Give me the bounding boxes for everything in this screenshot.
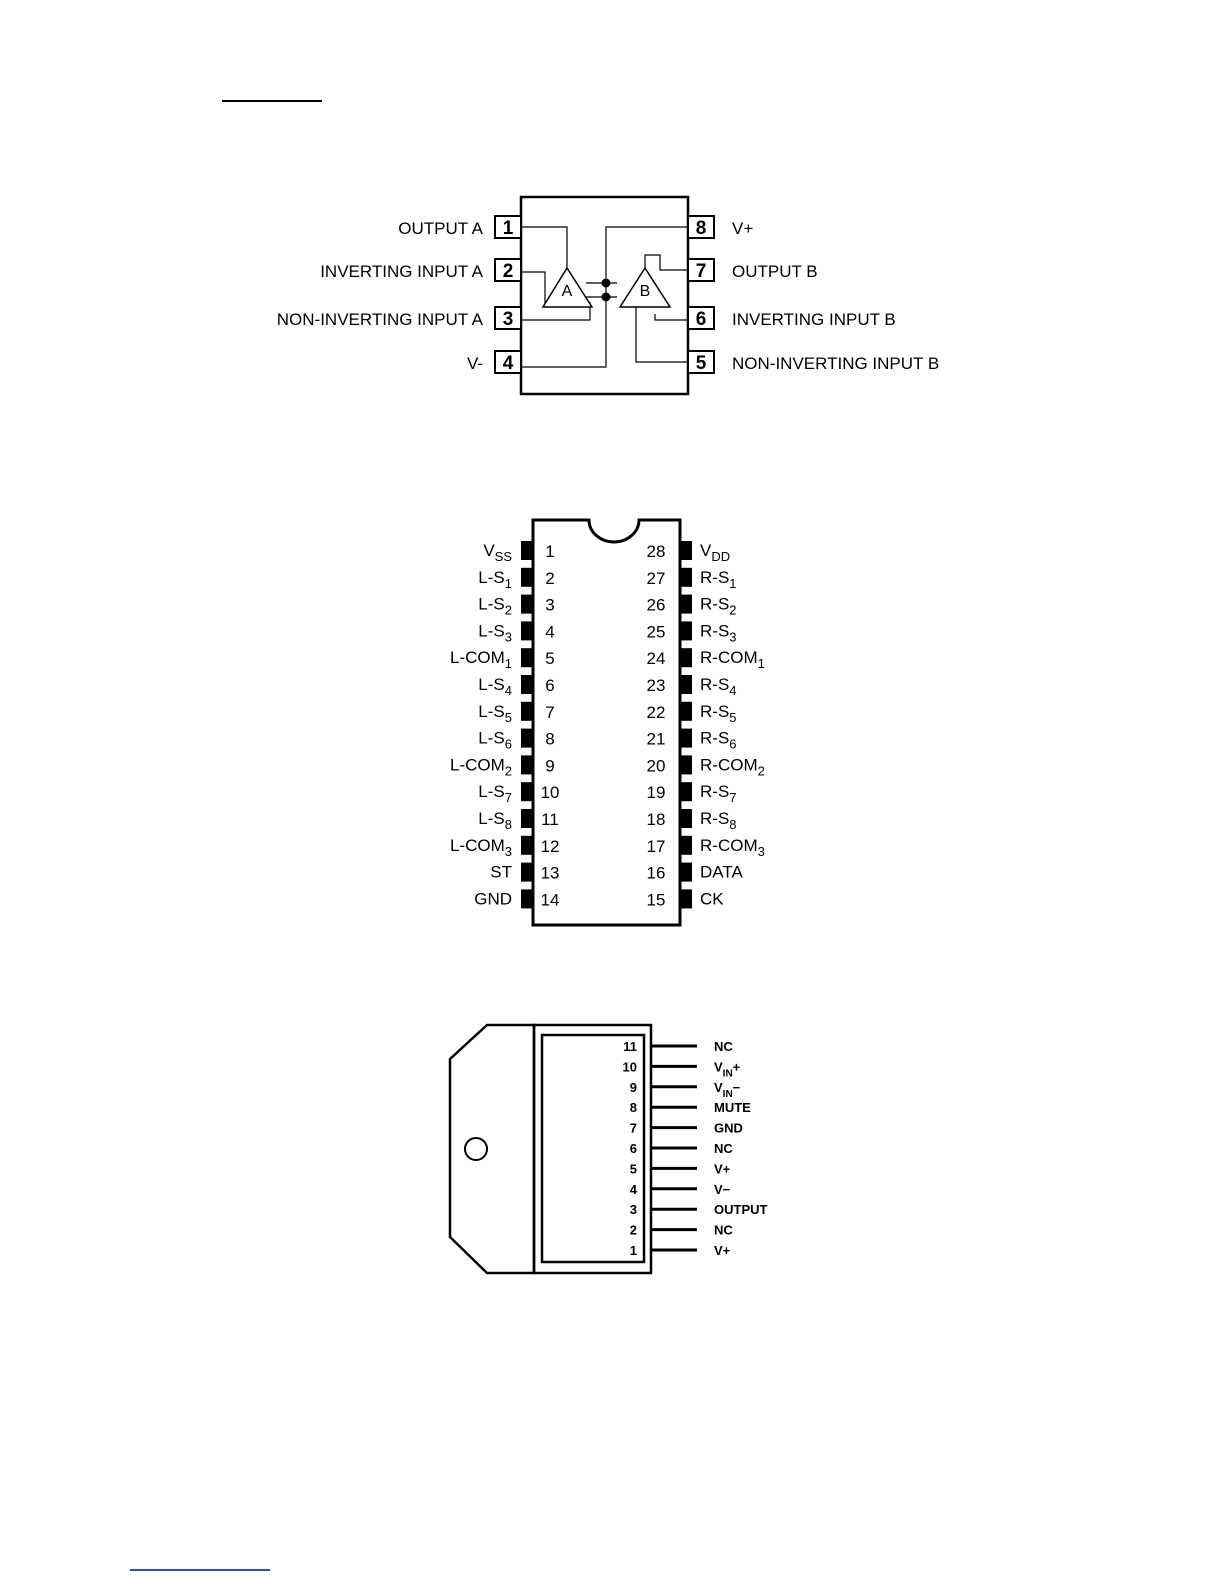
pin-number-7: 7 xyxy=(629,1120,637,1136)
pin-label-3: NON-INVERTING INPUT A xyxy=(276,310,483,329)
pin-lead-1 xyxy=(521,541,533,560)
pin-label-12: $L-COM_3$ xyxy=(449,835,512,859)
pin-lead-12 xyxy=(521,836,533,855)
pin-number-22: 22 xyxy=(646,702,666,722)
pin-label-22: $R-S_5$ xyxy=(700,701,737,725)
pin-lead-27 xyxy=(680,568,692,587)
pin-lead-9 xyxy=(521,755,533,774)
pin-number-10: 10 xyxy=(622,1059,637,1075)
pin-number-9: 9 xyxy=(545,756,555,776)
pin-number-7: 7 xyxy=(545,702,555,722)
pin-label-3: $L-S_2$ xyxy=(478,594,512,618)
pin-label-8: $L-S_6$ xyxy=(478,728,512,752)
pin-lead-20 xyxy=(680,755,692,774)
pin-lead-21 xyxy=(680,729,692,748)
pin-number-9: 9 xyxy=(629,1079,637,1095)
pin-number-16: 16 xyxy=(646,863,666,883)
footer-link-underline xyxy=(130,1569,270,1571)
dip28-pins xyxy=(450,541,765,909)
pin-label-14: GND xyxy=(474,889,512,909)
pin-number-13: 13 xyxy=(540,863,560,883)
pin-label-9: $V_{IN}-$ xyxy=(714,1079,741,1100)
pin-label-24: $R-COM_1$ xyxy=(700,648,765,672)
pin-number-5: 5 xyxy=(629,1161,637,1177)
pin-label-6: INVERTING INPUT B xyxy=(732,310,896,329)
dual-opamp-pinout-diagram xyxy=(0,180,1225,420)
pin-lead-18 xyxy=(680,809,692,828)
pin-number-1: 1 xyxy=(545,542,555,561)
pin-label-2: INVERTING INPUT A xyxy=(320,262,483,281)
pin-number-1: 1 xyxy=(502,218,514,239)
pin-label-7: $L-S_5$ xyxy=(478,701,512,725)
opamp-a-symbol xyxy=(543,268,592,307)
pin-label-28: $V_{DD}$ xyxy=(700,541,731,564)
pin-label-4: $L-S_3$ xyxy=(478,621,512,645)
pin-label-11: $L-S_8$ xyxy=(478,809,512,832)
pin-label-18: $R-S_8$ xyxy=(700,809,737,832)
pin-label-19: $R-S_7$ xyxy=(700,782,737,806)
pin-lead-22 xyxy=(680,702,692,721)
pin-number-2: 2 xyxy=(629,1222,637,1238)
pin-label-1: V+ xyxy=(714,1243,731,1258)
pin-number-27: 27 xyxy=(646,568,666,588)
pin-label-7: OUTPUT B xyxy=(732,262,818,281)
pin-label-20: $R-COM_2$ xyxy=(700,755,765,779)
pin-number-14: 14 xyxy=(540,890,560,910)
opamp-b-label: B xyxy=(639,283,651,300)
pin-number-15: 15 xyxy=(646,890,666,910)
pin-label-5: NON-INVERTING INPUT B xyxy=(732,354,940,373)
pin-lead-28 xyxy=(680,541,692,560)
pin-lead-2 xyxy=(521,568,533,587)
pin-number-8: 8 xyxy=(695,218,707,239)
pin-lead-14 xyxy=(521,889,533,908)
pin-label-1: $V_{SS}$ xyxy=(483,541,512,564)
pin-number-19: 19 xyxy=(646,783,666,803)
pin-label-10: $V_{IN}+$ xyxy=(714,1059,741,1080)
eleven-lead-package-diagram xyxy=(0,1015,1225,1295)
pin-label-6: NC xyxy=(714,1141,733,1156)
pin-lead-17 xyxy=(680,836,692,855)
pin-label-15: CK xyxy=(700,889,724,909)
pin-label-16: DATA xyxy=(700,862,743,882)
pin-lead-10 xyxy=(521,782,533,801)
pin-label-5: $L-COM_1$ xyxy=(449,648,512,672)
pin-label-10: $L-S_7$ xyxy=(478,782,512,806)
pin-number-6: 6 xyxy=(629,1141,637,1156)
pin-label-21: $R-S_6$ xyxy=(700,728,737,752)
pin-lead-15 xyxy=(680,889,692,908)
junction-dot xyxy=(602,293,611,302)
pin-label-25: $R-S_3$ xyxy=(700,621,737,645)
pin-number-4: 4 xyxy=(502,353,514,374)
pin-number-1: 1 xyxy=(629,1243,637,1258)
pin-lead-23 xyxy=(680,675,692,694)
pin-label-3: OUTPUT xyxy=(714,1202,768,1218)
pin-number-4: 4 xyxy=(545,622,555,642)
pin-number-5: 5 xyxy=(695,353,707,374)
pin-label-2: NC xyxy=(714,1222,733,1238)
mounting-hole xyxy=(465,1138,487,1160)
pin-number-18: 18 xyxy=(646,810,666,829)
pin-number-7: 7 xyxy=(695,261,707,282)
pin-lead-3 xyxy=(521,595,533,614)
pin-label-6: $L-S_4$ xyxy=(478,675,512,698)
pin-label-26: $R-S_2$ xyxy=(700,594,737,618)
pin-label-23: $R-S_4$ xyxy=(700,675,737,698)
pin-number-28: 28 xyxy=(646,542,666,561)
pin-number-11: 11 xyxy=(541,810,559,829)
pin-lead-19 xyxy=(680,782,692,801)
pin-number-5: 5 xyxy=(545,649,555,669)
pin-number-11: 11 xyxy=(623,1039,637,1054)
pin-label-1: OUTPUT A xyxy=(398,219,483,238)
pin-label-27: $R-S_1$ xyxy=(700,567,737,591)
pin-lead-16 xyxy=(680,863,692,882)
junction-dot xyxy=(602,279,611,288)
pin-label-17: $R-COM_3$ xyxy=(700,835,765,859)
pin-number-6: 6 xyxy=(695,309,707,330)
pin-number-4: 4 xyxy=(629,1181,637,1197)
pin-lead-8 xyxy=(521,729,533,748)
pin-number-23: 23 xyxy=(646,676,666,695)
pin-number-2: 2 xyxy=(545,568,555,588)
pin-number-21: 21 xyxy=(646,729,666,749)
pin-number-20: 20 xyxy=(646,756,666,776)
pin-number-3: 3 xyxy=(502,309,514,330)
pin-lead-13 xyxy=(521,863,533,882)
package-heatsink-tab xyxy=(450,1025,534,1273)
pin-label-4: V− xyxy=(714,1181,731,1197)
pin-lead-6 xyxy=(521,675,533,694)
pin-lead-5 xyxy=(521,648,533,667)
pin-number-8: 8 xyxy=(629,1100,637,1116)
heading-underline xyxy=(222,100,322,102)
pin-lead-24 xyxy=(680,648,692,667)
pin-number-12: 12 xyxy=(540,836,560,856)
pin-lead-26 xyxy=(680,595,692,614)
pin-label-5: V+ xyxy=(714,1161,731,1177)
pin-label-11: NC xyxy=(714,1039,733,1054)
pin-number-2: 2 xyxy=(502,261,514,282)
pin-label-8: MUTE xyxy=(714,1100,751,1116)
pin-number-3: 3 xyxy=(545,595,555,615)
dip28-pinout-diagram xyxy=(0,505,1225,945)
pin-lead-25 xyxy=(680,621,692,640)
pin-lead-4 xyxy=(521,621,533,640)
opamp-a-label: A xyxy=(561,283,573,300)
pin-label-2: $L-S_1$ xyxy=(478,567,512,591)
pin-number-6: 6 xyxy=(545,676,555,695)
pin-label-8: V+ xyxy=(732,219,754,238)
pin-label-13: ST xyxy=(490,862,512,882)
pin-label-9: $L-COM_2$ xyxy=(449,755,512,779)
pin-lead-7 xyxy=(521,702,533,721)
opamp-b-symbol xyxy=(620,268,670,307)
pin-lead-11 xyxy=(521,809,533,828)
pin-number-8: 8 xyxy=(545,729,555,749)
pin-number-17: 17 xyxy=(646,836,666,856)
pin-number-3: 3 xyxy=(629,1202,637,1218)
pin-number-10: 10 xyxy=(540,783,560,803)
pin-number-26: 26 xyxy=(646,595,666,615)
pin-number-25: 25 xyxy=(646,622,666,642)
pin-label-4: V- xyxy=(466,354,483,373)
pin-number-24: 24 xyxy=(646,649,666,669)
pin-label-7: GND xyxy=(714,1120,743,1136)
